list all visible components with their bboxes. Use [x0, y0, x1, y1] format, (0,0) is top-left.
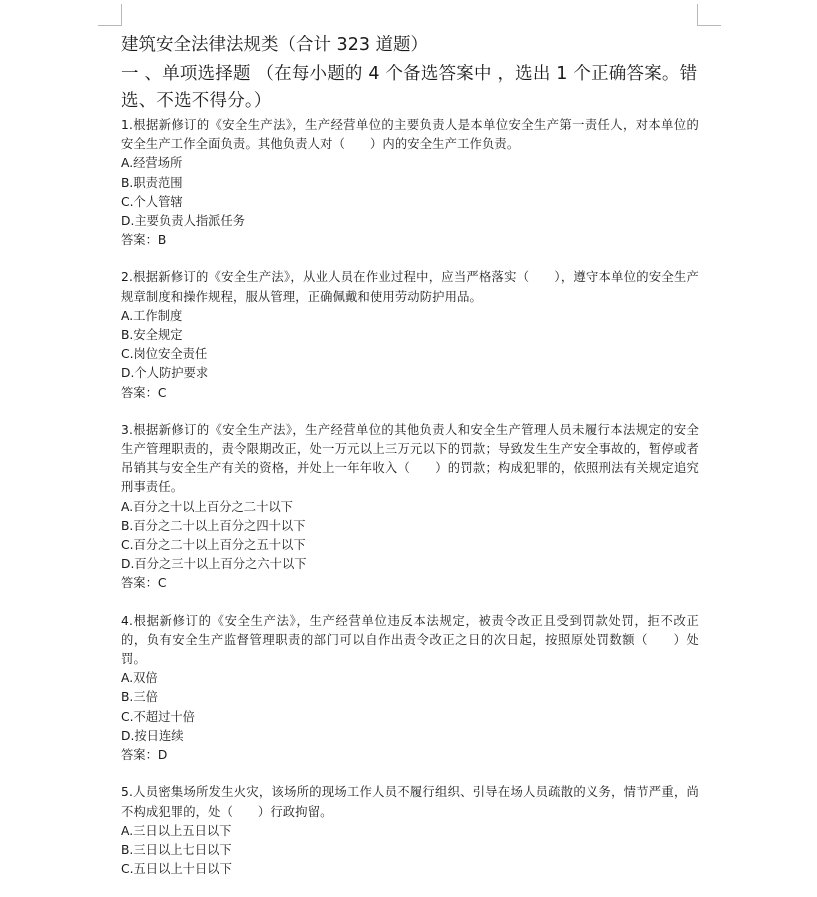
answer: 答案：C	[121, 385, 167, 400]
question-2	[121, 268, 699, 402]
option-b: B.安全规定	[121, 328, 183, 343]
question-stem: 1.根据新修订的《安全生产法》，生产经营单位的主要负责人是本单位安全生产第一责任人，对本单位的安全生产工作全面负责。其他负责人对（ ）内的安全生产工作负责。	[121, 118, 699, 152]
question-stem: 3.根据新修订的《安全生产法》，生产经营单位的其他负责人和安全生产管理人员未履行本法规定的安全生产管理职责的，责令限期改正，处一万元以上三万元以下的罚款；导致发生生产安全事故的，暂停或者吊销其与安全生产有关的资格，并处上一年年收入（ ）的罚款；构成犯罪的，依照刑法有关规定追究刑事责任。	[121, 422, 699, 495]
question-5	[121, 783, 699, 879]
option-c: C.岗位安全责任	[121, 347, 208, 362]
option-d: D.按日连续	[121, 728, 184, 743]
option-c: C.五日以上十日以下	[121, 862, 232, 877]
question-4	[121, 612, 699, 766]
section-heading: 一 、单项选择题 （在每小题的 4 个备选答案中 ，选出 1 个正确答案。错选、不选不得分。）	[121, 64, 698, 111]
option-d: D.个人防护要求	[121, 366, 209, 381]
question-stem: 2.根据新修订的《安全生产法》，从业人员在作业过程中，应当严格落实（ ），遵守本单位的安全生产规章制度和操作规程，服从管理，正确佩戴和使用劳动防护用品。	[121, 270, 699, 304]
option-a: A.双倍	[121, 671, 158, 686]
document-body	[121, 33, 699, 897]
answer: 答案：C	[121, 576, 167, 591]
crop-mark-top-right	[697, 25, 721, 26]
document-title: 建筑安全法律法规类（合计 323 道题）	[121, 35, 429, 55]
option-a: A.工作制度	[121, 308, 183, 323]
answer: 答案：D	[121, 748, 168, 763]
question-3	[121, 421, 699, 594]
option-a: A.三日以上五日以下	[121, 823, 232, 838]
option-b: B.三倍	[121, 690, 158, 705]
option-c: C.百分之二十以上百分之五十以下	[121, 538, 306, 553]
option-a: A.百分之十以上百分之二十以下	[121, 499, 293, 514]
crop-mark-top-right	[697, 4, 698, 26]
question-1	[121, 116, 699, 250]
option-c: C.不超过十倍	[121, 709, 195, 724]
option-a: A.经营场所	[121, 156, 183, 171]
crop-mark-top-left	[98, 25, 122, 26]
question-stem: 4.根据新修订的《安全生产法》，生产经营单位违反本法规定，被责令改正且受到罚款处罚，拒不改正的，负有安全生产监督管理职责的部门可以自作出责令改正之日的次日起，按照原处罚数额（ ）处罚。	[121, 613, 699, 667]
option-c: C.个人管辖	[121, 194, 183, 209]
crop-mark-top-left	[121, 4, 122, 26]
question-stem: 5.人员密集场所发生火灾，该场所的现场工作人员不履行组织、引导在场人员疏散的义务，情节严重，尚不构成犯罪的，处（ ）行政拘留。	[121, 785, 699, 819]
option-b: B.职责范围	[121, 175, 183, 190]
option-d: D.百分之三十以上百分之六十以下	[121, 557, 307, 572]
answer: 答案：B	[121, 233, 167, 248]
option-b: B.三日以上七日以下	[121, 842, 232, 857]
option-d: D.主要负责人指派任务	[121, 214, 246, 229]
option-b: B.百分之二十以上百分之四十以下	[121, 518, 306, 533]
